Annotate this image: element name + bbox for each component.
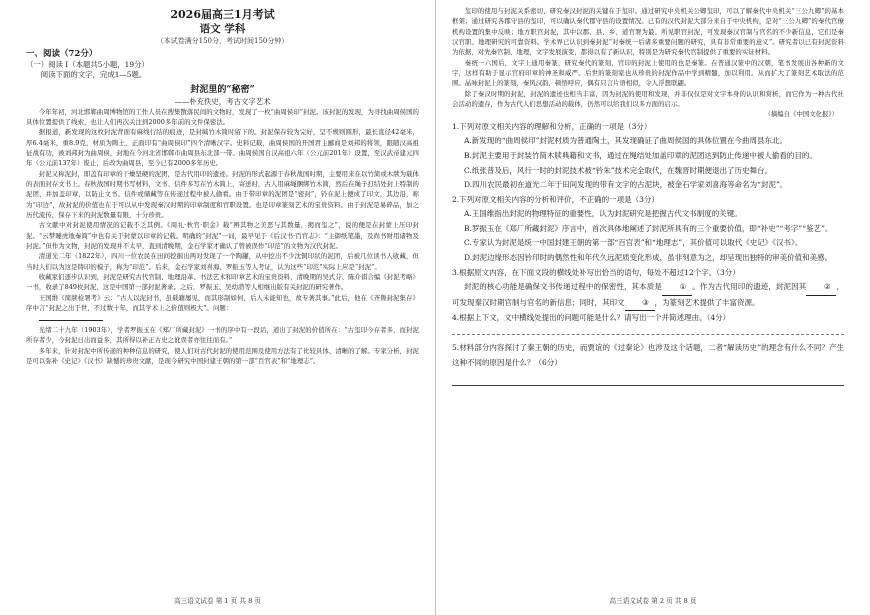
option-2b[interactable]: B.罗振玉在《郑厂所藏封泥》序言中，首次具体地阐述了封泥所具有的三个重要价值，即“补史”“考字”“鉴艺”。	[464, 223, 833, 233]
instruction-text: 阅读下面的文字，完成1—5题。	[40, 70, 147, 80]
option-1d[interactable]: D.四川农民最初在道光二年于田间发现的带有文字的古泥块，被金石学家刘喜海等命名为“封泥”。	[464, 180, 788, 190]
option-2c[interactable]: C.专家认为封泥是统一中国封建王朝的第一部“百官表”和“地理志”，其价值可以取代《史记》《汉书》。	[464, 238, 803, 248]
answer-blank[interactable]	[39, 313, 103, 321]
q3-text-part: ，为篆刻艺术提供了丰富资源。	[654, 297, 760, 307]
question-blank-line	[26, 313, 419, 324]
article-paragraph: 玺印的使用与封泥关系密切，研究秦汉封泥的关键在于玺印。通过研究中央机关公卿玺印，可以了解秦代中央机关“三公九卿”的基本框架；通过研究各郡守县的玺印，可以确认秦代郡守县的设置情况。已有的汉代封泥大部分来自于中央机构，是对“三公九卿”的秦代官僚机构设置的集中反映；地方职官封泥，其中以郡、县、乡、道官署为最。所见职官封泥，可发现秦汉官制与官名的不少新信息，它们是秦汉官职、地理研究的可靠资料。学术界已认识到秦封泥“对秦统一后诸多重要问题的研究，具有非常重要的意义”。研究者以已有封泥资料为依据，对先秦官制、地理，文字发展演变，都得以有了新认识，特别是为研究秦代官制提供了重要的实证材料。	[452, 7, 844, 57]
article-paragraph: 秦统一六国后，文字上通用秦篆，研究秦代的篆刻、官印的封泥上使用的也是秦篆。在普通汉篆中的汉朝，笔书发展出各种新的文字，这样有助于显示官府印章的神圣和威严。后世的篆刻家也从珍贵的封泥作品中学到精髓，加以利用。从而扩大了篆刻艺术取法的范围。晶咏封泥上的篆刻，秦风汉韵，顿悟呼应，偶有只言片语相似，令人浮想联翩。	[452, 58, 844, 88]
option-1b[interactable]: B.封泥主要用于封装竹简木牍典籍和文书，通过在绳结处加盖印章的泥团达到防止传递中被人偷看的目的。	[464, 150, 817, 160]
question-3: 3.根据原文内容，在下面文段的横线处补写出恰当的语句，每处不超过12个字。（3分）	[452, 267, 740, 277]
exam-subject: 语文 学科	[199, 23, 246, 35]
option-1a[interactable]: A.新发现的“曲周侯印”封泥材质为普通陶土，其发现确证了曲周侯国的具体位置在今曲周县东北。	[464, 136, 787, 146]
question-4: 4.根据上下文，文中横线处提出的问题可能是什么？请写出一个并简述理由。（4分）	[452, 313, 731, 323]
right-column	[452, 6, 844, 587]
article-paragraph: 清道光二年（1822年），四川一位农民在田间挖掘出两对发现了一个陶罐，从中挖出不少沈铜印状的泥团，后被几位读书人收藏，但当时人们以为这是铸印的模子，称为“印范”。后来，金石学家刘喜海、罗振玉等人考证，认为这些“印范”实际上应是“封泥”。	[26, 252, 419, 271]
q3-text-part: 封泥的核心功能是确保文书传递过程中的保密性，其本质是	[464, 282, 663, 292]
option-1c[interactable]: C.纸张普及后，风行一时的封泥技术被“钤朱”技术完全取代，在魏晋时期便退出了历史舞台。	[464, 165, 773, 175]
page-footer: 高三语文试卷 第 2 页 共 8 页	[609, 597, 697, 605]
article-paragraph: 除了秦汉时期的封泥，封泥的遗迹也相当丰富，因为封泥的使用和发现，并非仅仅是对文字本身的认识和赏析，而它作为一种古代社会活动的遗存，作为古代人们思想活动的载体，仍然可以给我们以多方面的启示。	[452, 89, 844, 109]
article-paragraph: 多年来，针对封泥中所传递的种种信息的研究，使人们对古代封泥的使用范围及使用方法有了比较具体、清晰的了解。专家分析，封泥是可以弥补《史记》《汉书》缺憾的珍贵文献，是现今研究中国封建王朝的第一部“百官表”和“地理志”。	[26, 346, 419, 365]
article-paragraph: 光绪二十九年（1903年），学者罗振玉在《郑厂所藏封泥》一书的序中有一段话，道出了封泥的价值所在：“古玺印今存者多，而封泥所存者少，今封泥日出而益多，其所得以补正古史之讹误者亦往往而有。”	[26, 325, 419, 345]
q3-text-part: 。作为古代用印的遗迹，封泥因其	[692, 282, 807, 292]
questions-block	[452, 120, 844, 387]
page-footer: 高三语文试卷 第 1 页 共 8 页	[174, 597, 261, 605]
question-3-passage	[452, 280, 844, 311]
exam-title: 2026届高三1月考试	[170, 8, 275, 21]
article-paragraph: 今年年初，河北邯郸曲周博物馆的工作人员在搜集散落民间的文物时，发现了一枚“曲周侯印”封泥。该封泥的发现，为寻找曲周侯国的具体位置提供了线索，也让人们再次关注到2000多年前的文件保密法。	[26, 107, 419, 126]
answer-line[interactable]	[452, 376, 844, 386]
article-title: 封泥里的“秘密”	[190, 84, 255, 95]
question-5: 5.材料部分内容探讨了秦王朝的历史，而贾谊的《过秦论》也涉及这个话题，二者“解读历史”的理念有什么不同？产生这种不同的原因是什么？（6分）	[452, 343, 844, 367]
subsection-heading: （一）阅读 I（本题共5小题，19分）	[26, 60, 149, 69]
option-2d[interactable]: D.封泥边缘形态因钤印时的偶然性和年代久远泥质变化形成，虽非刻意为之，却呈现出独特的审美价值和美感。	[464, 253, 833, 263]
left-column	[26, 6, 419, 587]
article-paragraph: 据报道，新发现的这枚封泥背面有麻线行结的痕迹，是封缄竹木简时留下的。封泥保存较为完好，呈不规则圆形，最长直径42毫米，厚6.4毫米，重8.9克，材质为陶土，正面印有“曲周侯印”四个清晰汉字。史料记载，曲周侯国的开国君主郦商是刘邦的将领，跟随汉高祖征战有功，被刘邦封为曲周侯，封地在今河北省邯郸市曲周县东北部一带。曲周侯国自汉高祖六年（公元前201年）设置，至汉武帝建元四年（公元前137年）废止，后改为曲周县，至今已有2000多年历史。	[26, 128, 419, 168]
question-2: 2.下列对原文相关内容的分析和评价，不正确的一项是（3分）	[452, 194, 659, 204]
article-paragraph: 古文献中对封泥使用情况的记载不乏其例。《周礼·秋官·职金》载“辨其物之美恶与其数量，揭而玺之”，说的便是在封蒙上压印封泥。“云梦睡虎地秦简”中也有关于封蒙以印章的记载。明确的“封泥”一词，最早见于《后汉书·百官志》：“主御纸笔墨，及尚书财用诸物及封泥。”但作为文物，封泥的发现并不太早，直到清晚期，金石学家才确认了曾被误作“印范”的文物为汉代封泥。	[26, 221, 419, 251]
page-two	[435, 0, 870, 615]
q3-blank-1[interactable]: ①	[662, 280, 692, 296]
exam-note: （本试卷满分150分，考试时间150分钟）	[156, 37, 289, 45]
article-byline: ——朴充佚史，考古文字艺术	[174, 96, 271, 106]
section-heading: 一、阅读（72分）	[26, 49, 98, 59]
q3-text-part: ，可发现秦汉时期官制与官名的新信息；同时，其印文	[452, 282, 844, 307]
q3-blank-2[interactable]: ②	[806, 280, 836, 296]
option-2a[interactable]: A.王国维指出封泥的物理特征的重要性，认为封泥研究是把握古代文书制度的关键。	[464, 209, 742, 219]
q3-blank-3[interactable]: ③	[625, 296, 655, 312]
article-source: （摘编自《中国文化报》）	[764, 110, 838, 119]
question-1: 1.下列对原文相关内容的理解和分析，正确的一项是（3分）	[452, 121, 652, 131]
article-paragraph: 封泥又称泥封，即盖有印章的干燥坚硬的泥团，是古代用印的遗迹。封泥的形式起源于春秋战国时期，主要用来在以竹简或木牍为载体的表面封存文书上。春秋战国时期书写材料，文书、信件多写在竹木简上，寄送时，古人用麻绳捆绑竹木简，然后在绳子打结处封上特制的泥团，并加盖印章，以防止文书、信件或储藏等在传递过程中被人偷看。由于带印章的泥团是“密封”，钤在泥上便成了印文，其边沿，称为“印边”，故封泥的价值也在于可以从中发现秦汉时期的印章制度和官职设置。也是印章篆刻艺术的宝贵资料。由于封泥是易碎品，加之历代流传，保存下来的封泥数量有限，十分珍贵。	[26, 169, 419, 220]
section-divider	[452, 334, 844, 335]
article-paragraph: 王国维《简牍检署考》云：“古人以泥封书，虽载籍屡见，而其形制如何，后人未能知也，故专著其事。”此后，他在《齐鲁封泥集存》序中言“封泥之出于世，不过数十年，而其学术上之价值则极大”。问题：	[26, 293, 419, 313]
article-paragraph: 收藏家们逐步认识到，封泥是研究古代官制、地理沿革、书法艺术和印章艺术的宝贵资料，清晚期的吴式芬、陈介祺合编《封泥考略》一书，收录了849枚封泥，这是中国第一部封泥著录。之后，罗振玉、吴幼潜等人相继出版有关封泥的研究著作。	[26, 273, 419, 292]
